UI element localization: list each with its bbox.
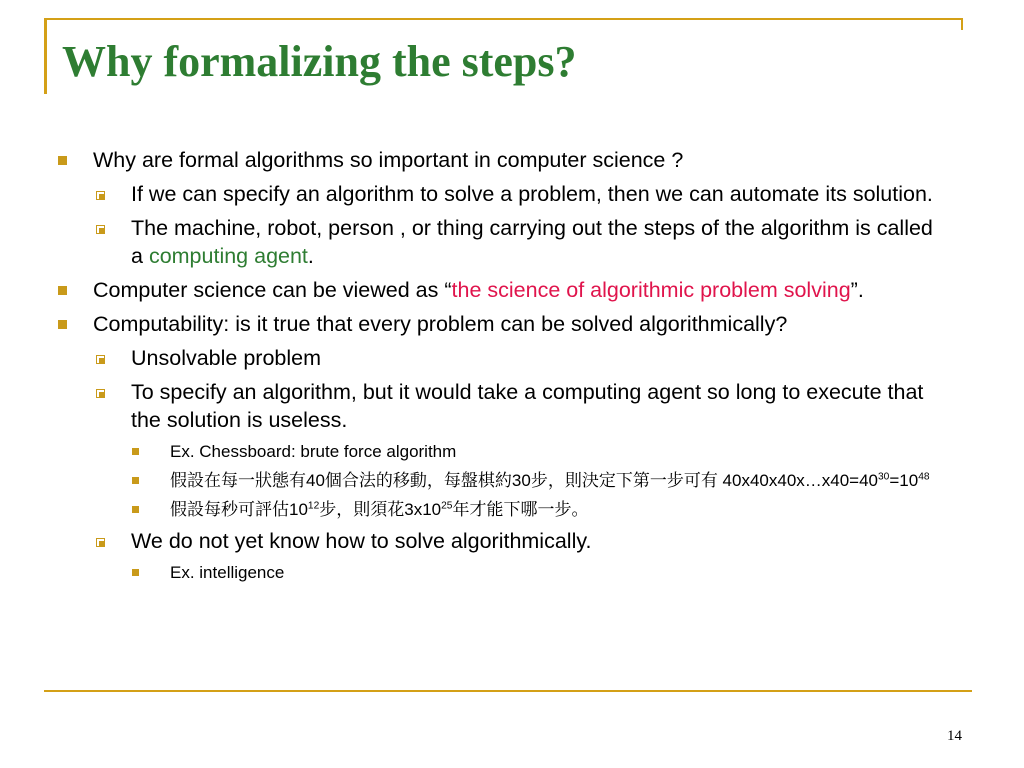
bullet-formal-algorithms xyxy=(58,146,948,174)
bullet-text: 假設每秒可評估10 xyxy=(170,500,308,519)
computing-agent-term: computing agent xyxy=(148,244,308,268)
subbullet-automate xyxy=(58,180,948,208)
subbullet-computing-agent xyxy=(58,214,948,270)
hollow-square-bullet-icon xyxy=(96,225,105,234)
exponent: 48 xyxy=(918,471,930,483)
bullet-text-end: ”. xyxy=(850,278,864,302)
page-number: 14 xyxy=(947,728,962,744)
exponent: 30 xyxy=(878,471,890,483)
bullet-text: =10 xyxy=(889,471,919,490)
small-filled-square-bullet-icon xyxy=(132,448,139,455)
bullet-text: Ex. Chessboard: brute force algorithm xyxy=(170,442,457,461)
bullet-text: 年才能下哪一步。 xyxy=(452,500,589,519)
algorithmic-problem-solving-term: the science of algorithmic problem solving xyxy=(451,278,851,302)
small-filled-square-bullet-icon xyxy=(132,569,139,576)
bullet-text: The machine, robot, person , or thing carrying out the steps of the algorithm is called a xyxy=(131,216,933,268)
exponent: 12 xyxy=(307,500,320,512)
hollow-square-bullet-icon xyxy=(96,538,105,547)
bullet-text: To specify an algorithm, but it would take a computing agent so long to execute that the solution is useless. xyxy=(131,380,924,432)
filled-square-bullet-icon xyxy=(58,286,67,295)
small-filled-square-bullet-icon xyxy=(132,506,139,513)
frame-left-rule xyxy=(44,18,47,94)
footer-rule xyxy=(44,690,972,692)
exponent: 25 xyxy=(441,500,453,512)
slide-title: Why formalizing the steps? xyxy=(62,37,577,86)
subsub-chessboard xyxy=(58,440,948,464)
bullet-computer-science xyxy=(58,276,948,304)
bullet-text: If we can specify an algorithm to solve a problem, then we can automate its solution. xyxy=(131,182,933,206)
filled-square-bullet-icon xyxy=(58,156,67,165)
subsub-intelligence xyxy=(58,561,948,585)
subsub-evaluation-time xyxy=(58,498,948,522)
subbullet-useless-solution xyxy=(58,378,948,434)
bullet-text: Unsolvable problem xyxy=(131,346,322,370)
slide-content xyxy=(58,146,948,590)
subbullet-unsolvable xyxy=(58,344,948,372)
filled-square-bullet-icon xyxy=(58,320,67,329)
bullet-text: Computability: is it true that every problem can be solved algorithmically? xyxy=(93,312,788,336)
bullet-text: Why are formal algorithms so important in computer science ? xyxy=(93,148,684,172)
subsub-chess-moves xyxy=(58,469,948,493)
bullet-text: We do not yet know how to solve algorithmically. xyxy=(131,529,592,553)
frame-right-tick xyxy=(961,18,963,30)
frame-top-rule xyxy=(44,18,962,20)
bullet-text: Ex. intelligence xyxy=(170,563,285,582)
bullet-text: 假設在每一狀態有40個合法的移動，每盤棋約30步，則決定下第一步可有 40x40x40x…x40=40 xyxy=(170,471,879,490)
hollow-square-bullet-icon xyxy=(96,355,105,364)
small-filled-square-bullet-icon xyxy=(132,477,139,484)
bullet-computability xyxy=(58,310,948,338)
hollow-square-bullet-icon xyxy=(96,191,105,200)
bullet-text-end: . xyxy=(307,244,314,268)
bullet-text: Computer science can be viewed as “ xyxy=(93,278,452,302)
hollow-square-bullet-icon xyxy=(96,389,105,398)
subbullet-not-yet-known xyxy=(58,527,948,555)
bullet-text: 步，則須花3x10 xyxy=(319,500,442,519)
